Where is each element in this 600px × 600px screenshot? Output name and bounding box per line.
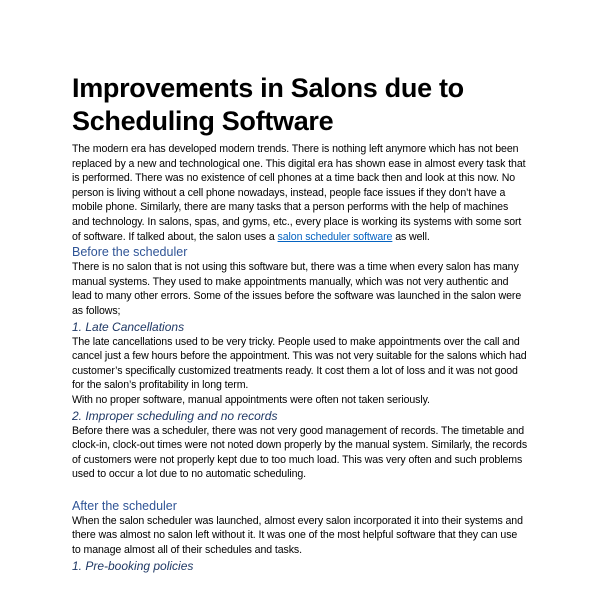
late-cancellations-paragraph: The late cancellations used to be very tricky. People used to make appointments over the call and cancel just a few hours before the appointment. This was not very suitable for the salons which had customer’s specifically customized treatments ready. It cost them a lot of loss and it was not good for the salon’s profitability in long term. — [72, 335, 527, 392]
intro-text: The modern era has developed modern trends. There is nothing left anymore which has not been replaced by a new and technological one. This digital era has shown ease in almost every task that is performed. There was no existence of cell phones at a time back then and look at this now. No person is living without a cell phone nowadays, instead, people face issues if they don’t have a mobile phone. Similarly, there are many tasks that a person performs with the help of machines and technology. In salons, spas, and gyms, etc., every place is working its systems with some sort of software. If talked about, the salon uses a — [72, 143, 526, 243]
intro-end-text: as well. — [395, 230, 430, 243]
after-scheduler-paragraph: When the salon scheduler was launched, almost every salon incorporated it into their systems and there was almost no salon left without it. It was one of the most helpful software that they can use to manage almost all of their schedules and tasks. — [72, 514, 523, 557]
before-scheduler-heading: Before the scheduler — [72, 245, 188, 260]
salon-scheduler-software-link[interactable]: salon scheduler software — [277, 230, 393, 243]
late-cancellations-paragraph-2: With no proper software, manual appointments were often not taken seriously. — [72, 393, 430, 406]
improper-scheduling-heading: 2. Improper scheduling and no records — [72, 408, 278, 423]
late-cancellations-heading: 1. Late Cancellations — [72, 319, 185, 334]
after-scheduler-heading: After the scheduler — [72, 498, 177, 513]
pre-booking-policies-heading: 1. Pre-booking policies — [72, 558, 194, 573]
before-scheduler-paragraph: There is no salon that is not using this software but, there was a time when every salon has many manual systems. They used to make appointments manually, which was not very authentic and lead to many other errors. Some of the issues before the software was launched in the salon were as follows; — [72, 261, 522, 317]
intro-paragraph — [72, 142, 528, 244]
document-page — [72, 72, 528, 574]
improper-scheduling-paragraph: Before there was a scheduler, there was not very good management of records. The timetable and clock-in, clock-out times were not noted down properly by the manual system. Similarly, the records of customers were not properly kept due to too much load. This was very often and such problems used to occur a lot due to no automatic scheduling. — [72, 424, 528, 481]
article-title: Improvements in Salons due to Scheduling Software — [72, 73, 464, 136]
